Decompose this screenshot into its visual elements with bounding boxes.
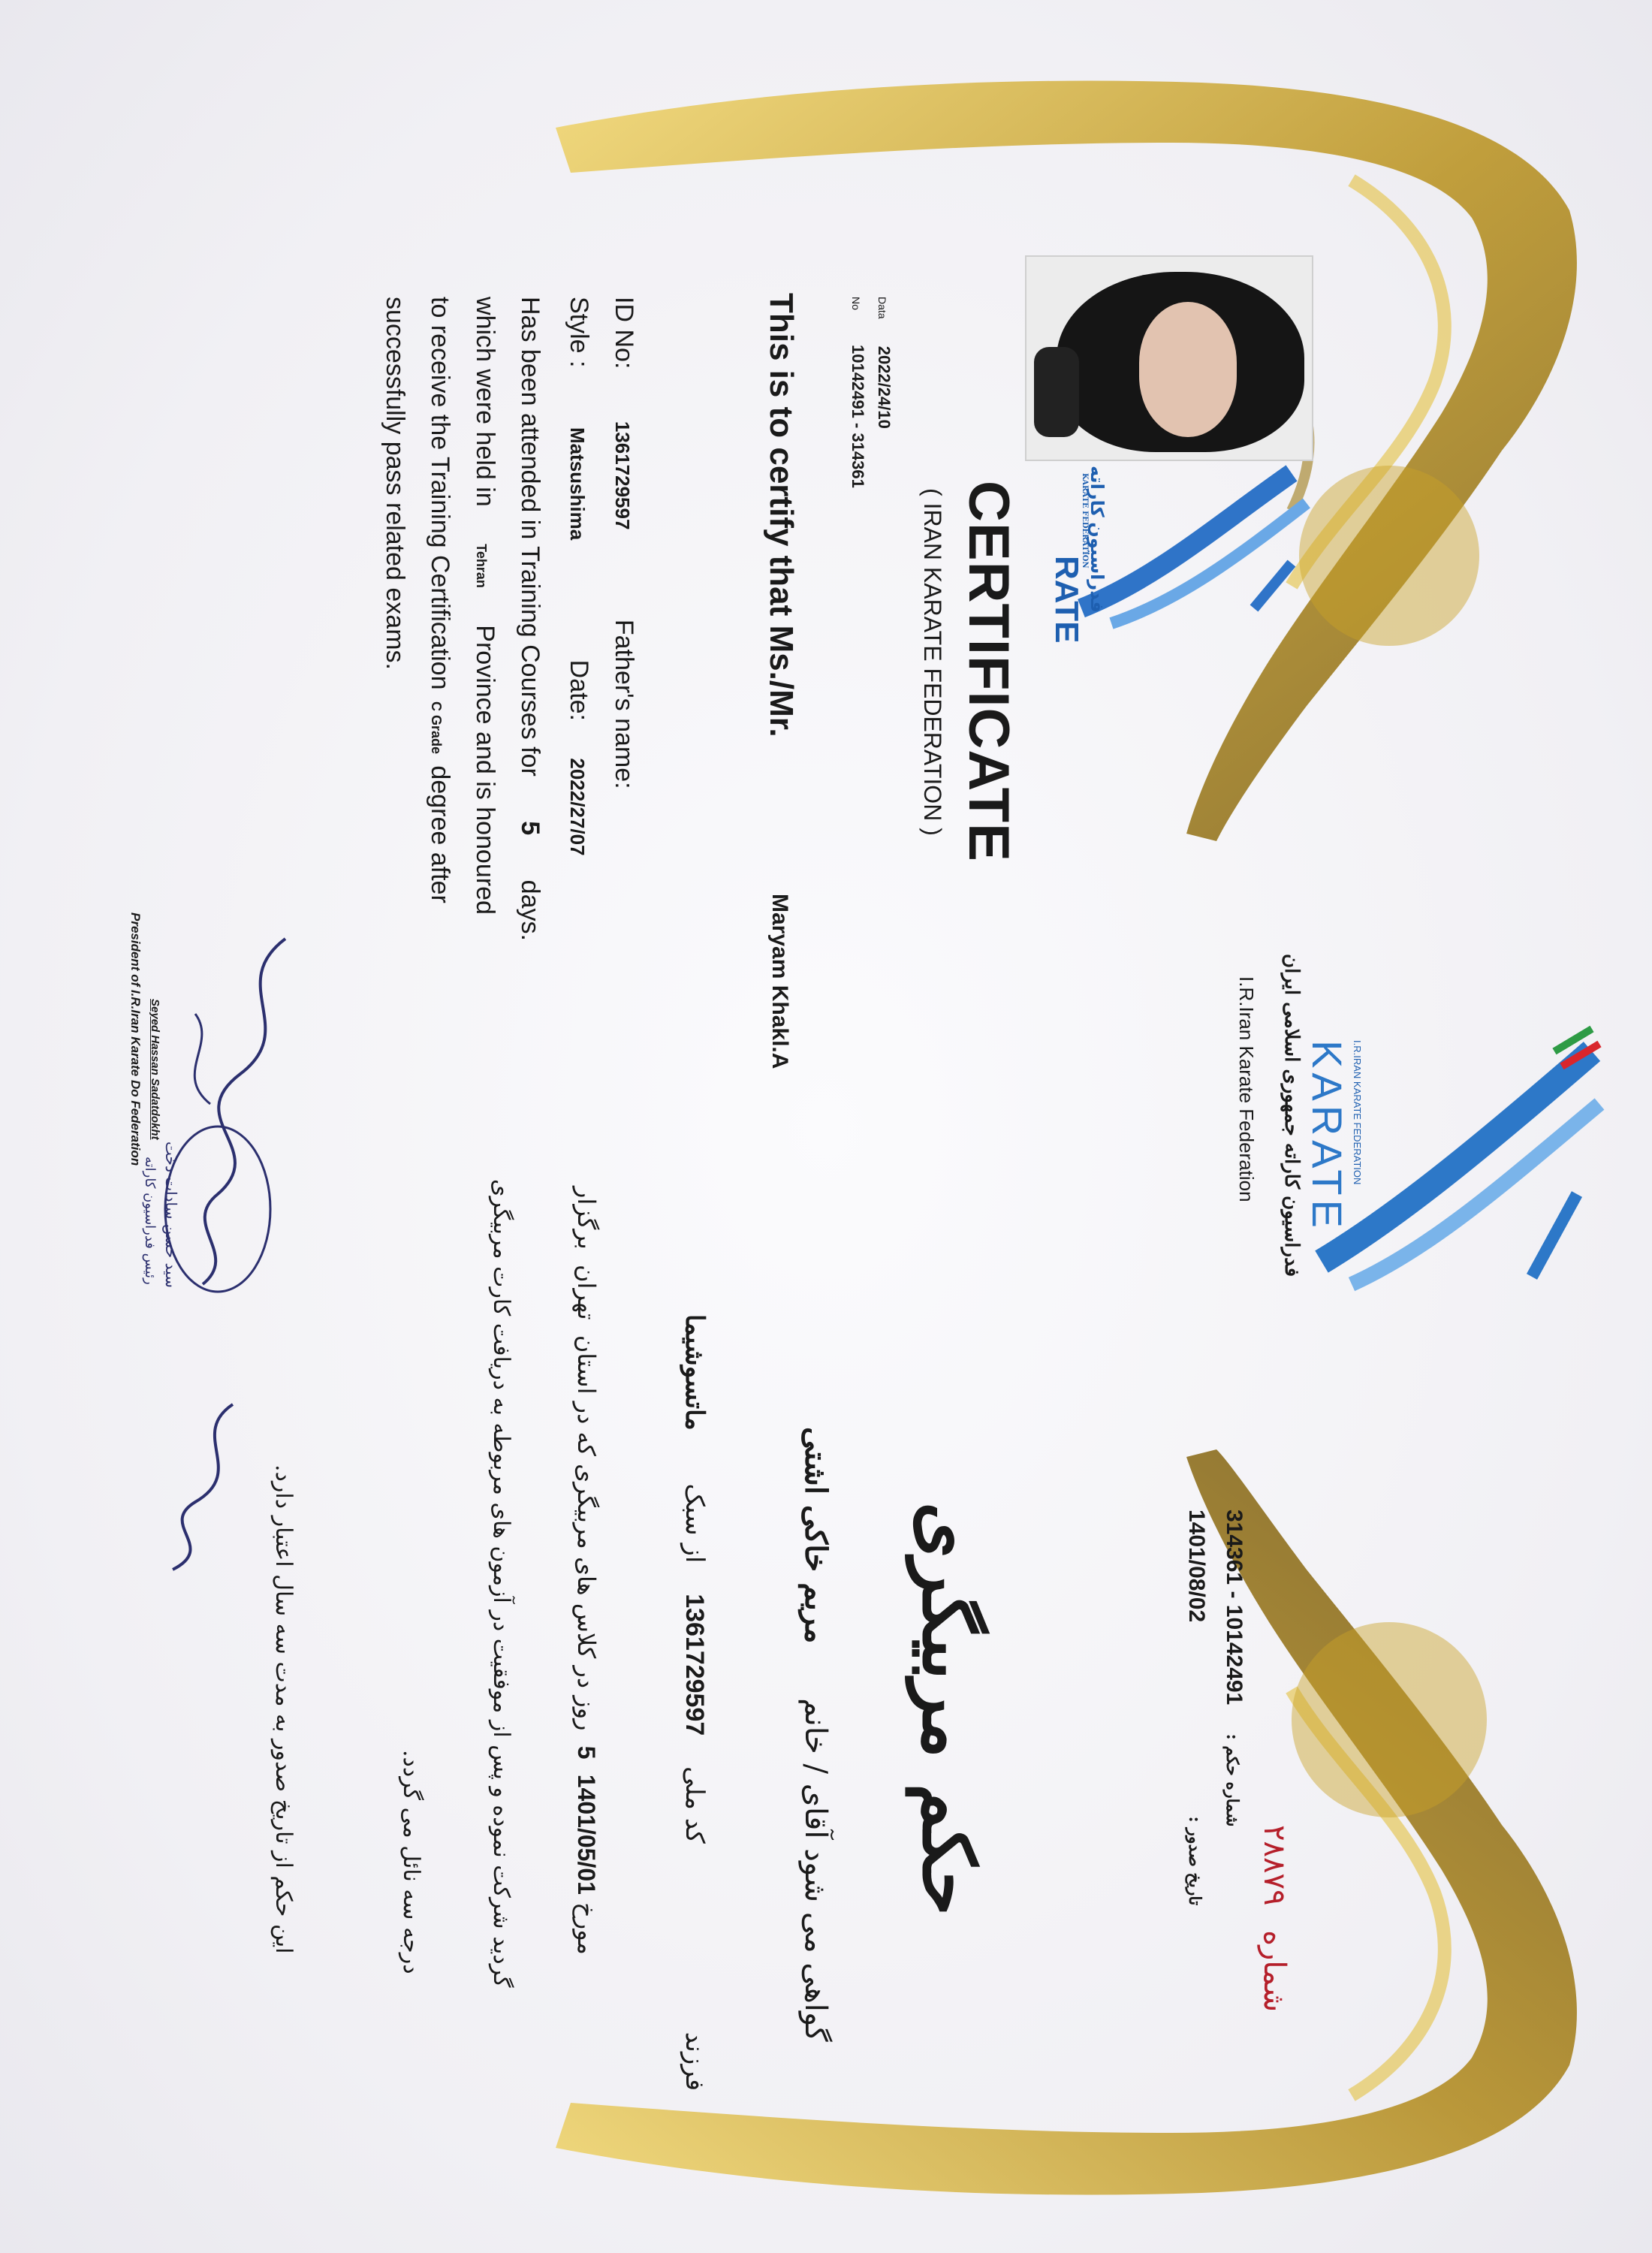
persian-holder-name: مریم خاکی اشتی (798, 1427, 834, 1644)
large-logo-small-text: I.R.IRAN KARATE FEDERATION (1352, 1040, 1363, 1185)
line1-text: Has been attended in Training Courses for (516, 297, 544, 777)
persian-style-label: از سبک (680, 1483, 710, 1564)
line2-end: Province and is honoured (471, 625, 499, 915)
certify-line: This is to certify that Ms./Mr. (763, 293, 800, 737)
persian-cert-no-line (1221, 1510, 1247, 1826)
persian-line3-end: برگزار (572, 1187, 601, 1250)
persian-date-value: 1401/05/01 (573, 1774, 600, 1895)
date-value: 2022/24/10 (875, 345, 894, 429)
small-logo-fa: فدراسیون کاراته (1087, 466, 1107, 613)
id-line (609, 297, 638, 789)
persian-son-label: فرزند (680, 2031, 710, 2092)
persian-issue-value: 1401/08/02 (1184, 1510, 1209, 1623)
persian-cert-no-value: 314361 - 10142491 (1222, 1510, 1247, 1706)
holder-photo (1025, 255, 1313, 461)
line3-text: to receive the Training Certification (426, 297, 454, 690)
course-date-label: Date: (565, 659, 593, 721)
holder-name: Maryam Khakl.A (767, 894, 792, 1069)
persian-province: تهران (572, 1264, 601, 1320)
persian-cert-no-label: شماره حکم : (1222, 1733, 1242, 1827)
issue-date-line (874, 297, 894, 429)
persian-issue-label: تاریخ صدور : (1185, 1816, 1204, 1906)
body-line-4: successfully pass related exams. (381, 297, 409, 670)
certificate-grade: C Grade (429, 701, 444, 754)
serial-number (1257, 1825, 1292, 2012)
persian-date-label: مورخ (572, 1902, 601, 1955)
small-logo-word: RATE (1048, 556, 1085, 644)
id-label: ID No: (610, 297, 638, 369)
style-label: Style : (565, 297, 593, 368)
date-label: Data (876, 297, 888, 319)
certificate-subtitle: ( IRAN KARATE FEDERATION ) (919, 488, 946, 836)
serial-value: ۲۸۸۷۹ (1257, 1825, 1292, 1906)
photo-face (1139, 302, 1237, 437)
course-province: Tehran (474, 544, 489, 588)
large-logo-fa: فدراسیون کاراته جمهوری اسلامی ایران (1280, 954, 1303, 1277)
persian-signatory-title: رئیس فدراسیون کاراته (142, 1157, 158, 1285)
persian-line-5: درجه سه نائل می گردد. (398, 1750, 424, 1974)
number-line (848, 297, 867, 488)
serial-label: شماره (1257, 1930, 1292, 2013)
signatory-name: Seyed Hassan Sadatdokht (149, 999, 161, 1140)
father-label: Father's name: (610, 619, 638, 789)
persian-id-value: 1361729597 (680, 1594, 709, 1736)
line2-text: which were held in (471, 297, 499, 507)
line3-end: degree after (426, 765, 454, 903)
signatory-title: President of I.R.Iran Karate Do Federation (128, 912, 143, 1166)
body-line-1 (515, 297, 544, 941)
body-line-3 (425, 297, 454, 903)
persian-line-2 (680, 1314, 710, 2091)
small-logo-en: KARATE FEDERATION (1081, 473, 1089, 569)
photo-collar (1034, 347, 1079, 437)
large-logo-en: I.R.Iran Karate Federation (1235, 976, 1258, 1202)
large-logo-word: KARATE (1304, 1040, 1351, 1232)
persian-line-4: گردید شرکت نموده و پس از موفقیت در آزمون های مربوطه به دریافت کارت مربیگری (488, 1179, 514, 1988)
persian-title: حکم مربیگری (906, 1502, 991, 1916)
course-date-value: 2022/27/07 (566, 758, 589, 856)
persian-line3-text: روز در کلاس های مربیگری که در استان (572, 1335, 601, 1731)
persian-signatory-name: سید حسن سادات دخت (162, 1142, 180, 1288)
persian-id-label: کد ملی (680, 1766, 710, 1844)
persian-days: 5 (573, 1745, 600, 1760)
course-days: 5 (516, 821, 544, 836)
style-line (564, 297, 593, 856)
style-value: Matsushima (566, 427, 589, 541)
id-value: 1361729597 (611, 421, 634, 530)
body-line-2 (470, 297, 499, 915)
number-label: No (850, 297, 862, 310)
persian-line-6: این حکم از تاریخ صدور به مدت سه سال اعتبار دارد. (270, 1464, 297, 1954)
persian-style-value: ماتسوشیما (680, 1314, 710, 1431)
persian-line-3 (572, 1187, 601, 1955)
number-value: 10142491 - 314361 (849, 345, 867, 488)
persian-issue-line (1183, 1510, 1209, 1905)
persian-line-1 (798, 1427, 834, 2042)
persian-line1-text: گواهی می شود آقای / خانم (798, 1698, 833, 2042)
certificate-title: CERTIFICATE (957, 481, 1020, 862)
persian-signature-image (113, 1389, 263, 1585)
line1-end: days. (516, 879, 544, 941)
